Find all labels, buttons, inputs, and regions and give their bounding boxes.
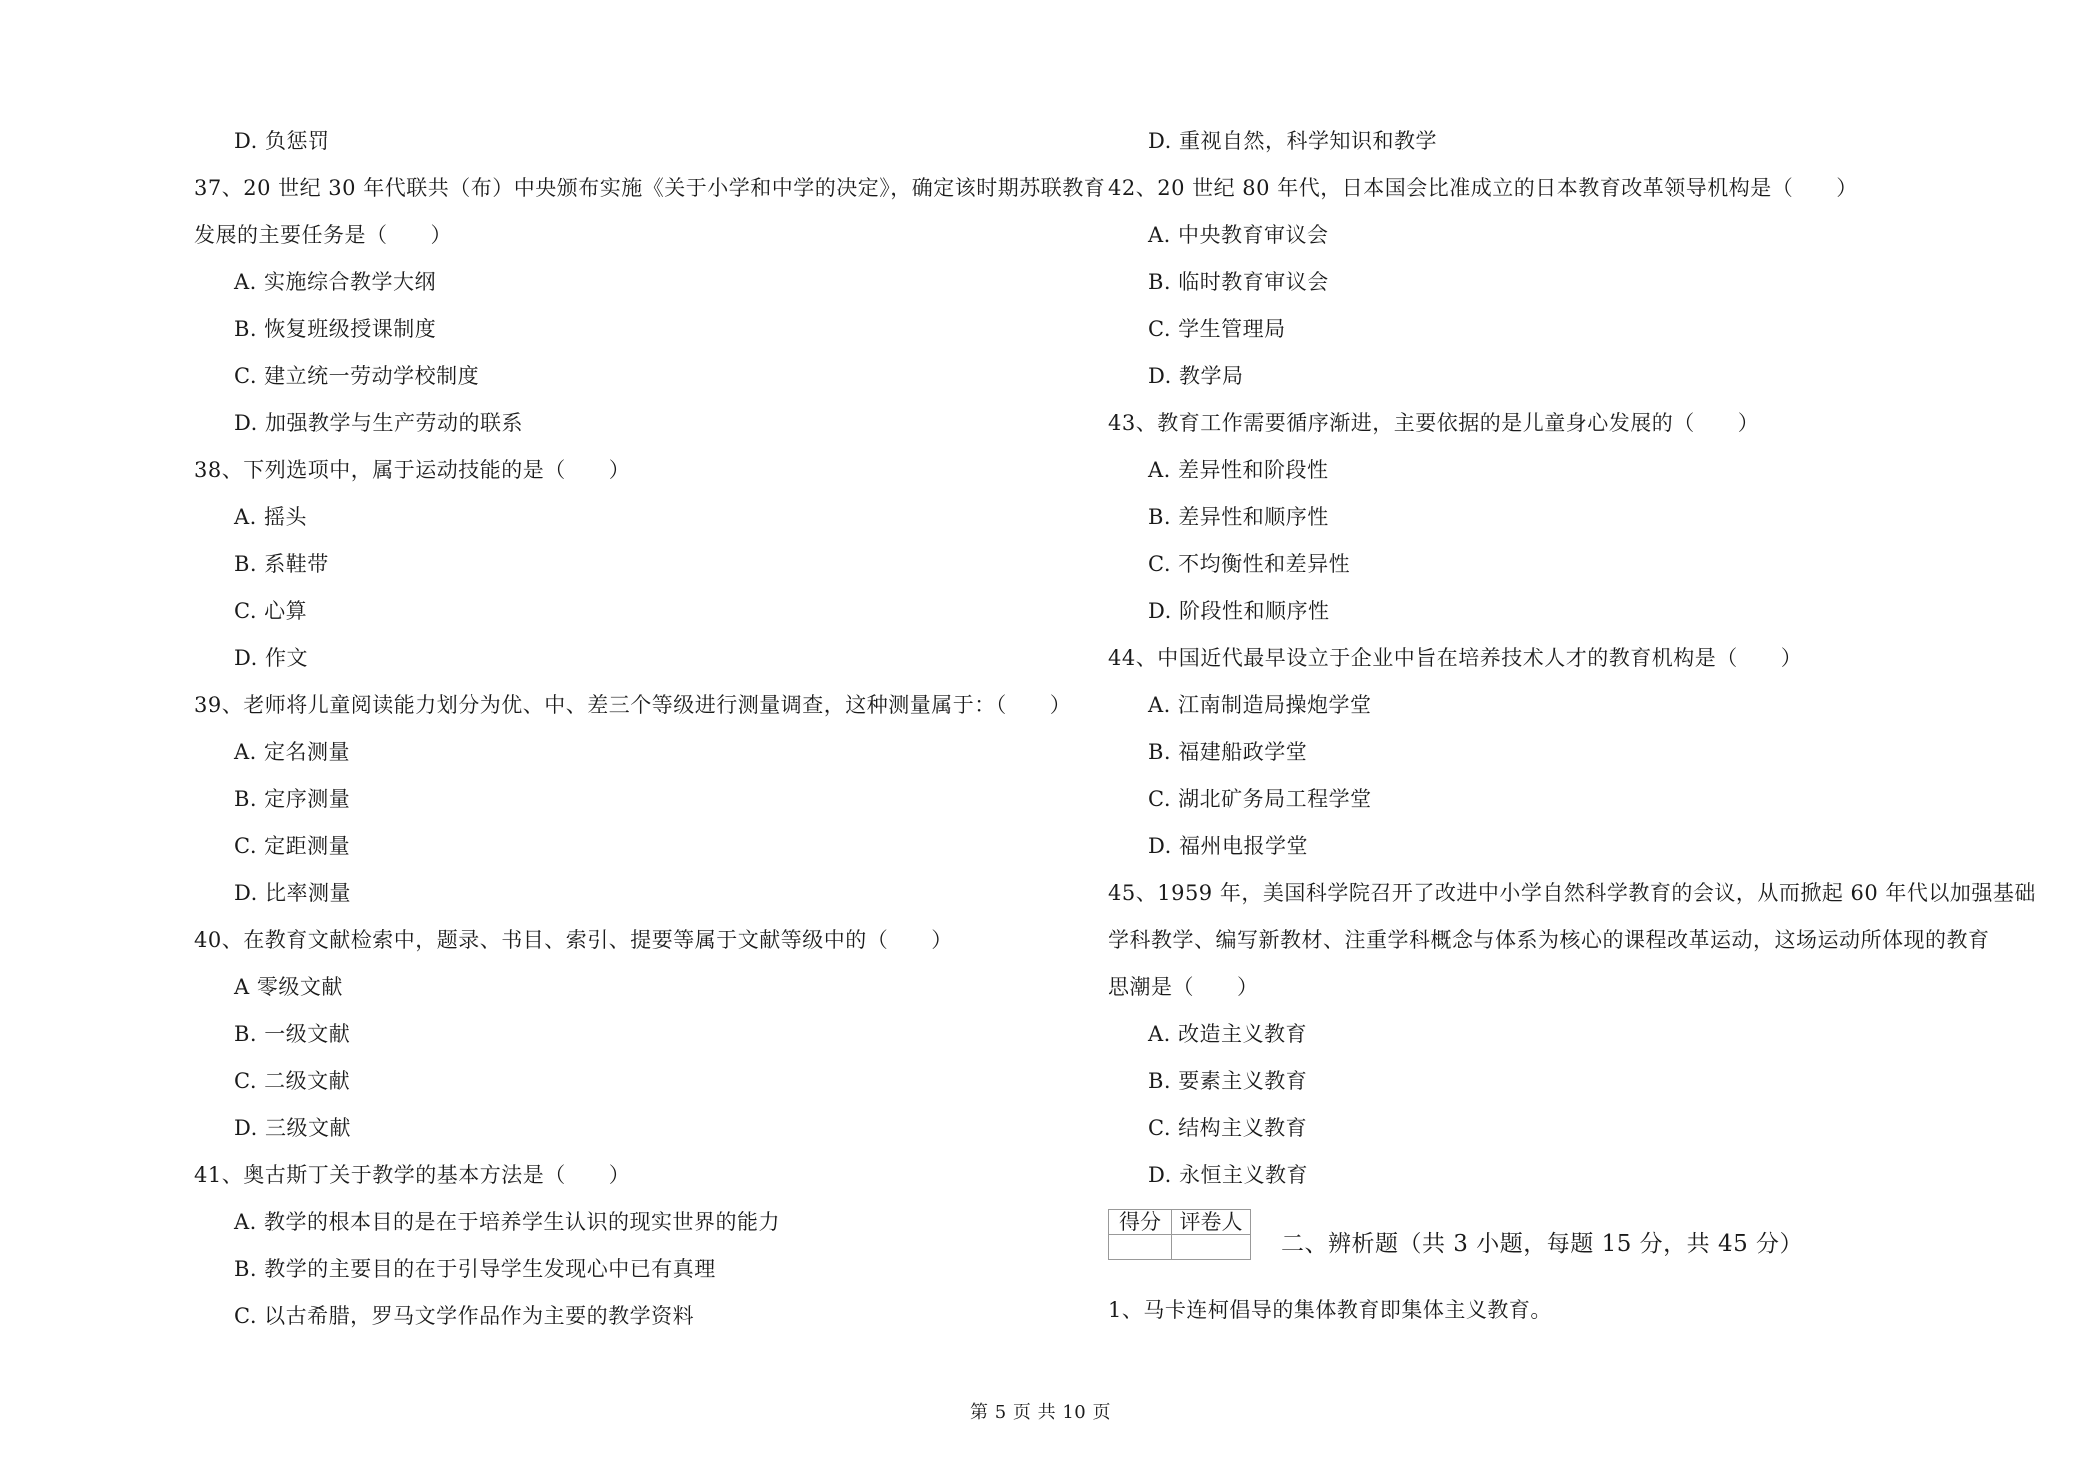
option-38-c: C. 心算 <box>234 599 308 623</box>
section-two-question-1: 1、马卡连柯倡导的集体教育即集体主义教育。 <box>1108 1298 1552 1322</box>
left-column <box>194 118 1106 1340</box>
option-40-b: B. 一级文献 <box>234 1022 351 1046</box>
option-37-c: C. 建立统一劳动学校制度 <box>234 364 480 388</box>
option-39-a: A. 定名测量 <box>234 740 351 764</box>
score-label: 得分 <box>1109 1210 1172 1235</box>
grader-label: 评卷人 <box>1172 1210 1251 1235</box>
question-45-line-3: 思潮是（ ） <box>1108 975 1259 999</box>
option-45-d: D. 永恒主义教育 <box>1148 1163 1308 1187</box>
option-38-d: D. 作文 <box>234 646 308 670</box>
option-39-b: B. 定序测量 <box>234 787 351 811</box>
page-footer: 第 5 页 共 10 页 <box>970 1402 1111 1423</box>
option-43-c: C. 不均衡性和差异性 <box>1148 552 1351 576</box>
question-42: 42、20 世纪 80 年代，日本国会比准成立的日本教育改革领导机构是（ ） <box>1108 176 1858 200</box>
question-44: 44、中国近代最早设立于企业中旨在培养技术人才的教育机构是（ ） <box>1108 646 1803 670</box>
section-two-title: 二、辨析题（共 3 小题，每题 15 分，共 45 分） <box>1281 1231 1804 1257</box>
option-37-d: D. 加强教学与生产劳动的联系 <box>234 411 523 435</box>
option-36-d: D. 负惩罚 <box>234 129 330 153</box>
option-37-b: B. 恢复班级授课制度 <box>234 317 437 341</box>
option-38-b: B. 系鞋带 <box>234 552 329 576</box>
option-44-d: D. 福州电报学堂 <box>1148 834 1308 858</box>
score-box <box>1108 1209 1251 1260</box>
score-cell <box>1109 1235 1172 1260</box>
option-41-b: B. 教学的主要目的在于引导学生发现心中已有真理 <box>234 1257 716 1281</box>
question-37-line-2: 发展的主要任务是（ ） <box>194 223 452 247</box>
option-44-b: B. 福建船政学堂 <box>1148 740 1308 764</box>
option-38-a: A. 摇头 <box>234 505 308 529</box>
question-38: 38、下列选项中，属于运动技能的是（ ） <box>194 458 631 482</box>
grader-cell <box>1172 1235 1251 1260</box>
question-37-line-1: 37、20 世纪 30 年代联共（布）中央颁布实施《关于小学和中学的决定》，确定该时期苏联教育 <box>194 176 1106 200</box>
question-39: 39、老师将儿童阅读能力划分为优、中、差三个等级进行测量调查，这种测量属于：（ ） <box>194 693 1072 717</box>
option-42-c: C. 学生管理局 <box>1148 317 1286 341</box>
option-42-a: A. 中央教育审议会 <box>1148 223 1329 247</box>
option-40-a: A 零级文献 <box>234 975 343 999</box>
option-43-d: D. 阶段性和顺序性 <box>1148 599 1330 623</box>
question-41: 41、奥古斯丁关于教学的基本方法是（ ） <box>194 1163 631 1187</box>
option-45-b: B. 要素主义教育 <box>1148 1069 1308 1093</box>
option-37-a: A. 实施综合教学大纲 <box>234 270 437 294</box>
option-39-d: D. 比率测量 <box>234 881 351 905</box>
option-41-d: D. 重视自然，科学知识和教学 <box>1148 129 1437 153</box>
option-40-c: C. 二级文献 <box>234 1069 351 1093</box>
option-45-c: C. 结构主义教育 <box>1148 1116 1308 1140</box>
option-45-a: A. 改造主义教育 <box>1148 1022 1308 1046</box>
option-41-c: C. 以古希腊，罗马文学作品作为主要的教学资料 <box>234 1304 695 1328</box>
option-39-c: C. 定距测量 <box>234 834 351 858</box>
section-two-header <box>1108 1209 1988 1287</box>
option-44-c: C. 湖北矿务局工程学堂 <box>1148 787 1372 811</box>
option-40-d: D. 三级文献 <box>234 1116 351 1140</box>
option-42-b: B. 临时教育审议会 <box>1148 270 1329 294</box>
question-43: 43、教育工作需要循序渐进，主要依据的是儿童身心发展的（ ） <box>1108 411 1760 435</box>
option-41-a: A. 教学的根本目的是在于培养学生认识的现实世界的能力 <box>234 1210 781 1234</box>
option-44-a: A. 江南制造局操炮学堂 <box>1148 693 1372 717</box>
question-40: 40、在教育文献检索中，题录、书目、索引、提要等属于文献等级中的（ ） <box>194 928 953 952</box>
question-45-line-1: 45、1959 年，美国科学院召开了改进中小学自然科学教育的会议，从而掀起 60 年代以加强基础 <box>1108 881 2036 905</box>
option-42-d: D. 教学局 <box>1148 364 1244 388</box>
option-43-a: A. 差异性和阶段性 <box>1148 458 1329 482</box>
right-column <box>1108 118 2036 1334</box>
option-43-b: B. 差异性和顺序性 <box>1148 505 1329 529</box>
question-45-line-2: 学科教学、编写新教材、注重学科概念与体系为核心的课程改革运动，这场运动所体现的教育 <box>1108 928 1990 952</box>
